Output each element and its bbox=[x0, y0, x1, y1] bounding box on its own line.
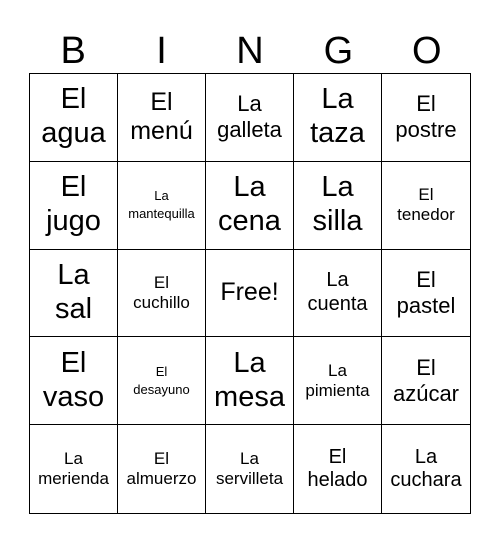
bingo-cell[interactable]: La servilleta bbox=[206, 425, 294, 513]
bingo-cell[interactable]: El azúcar bbox=[382, 337, 470, 425]
bingo-cell[interactable]: La taza bbox=[294, 74, 382, 162]
bingo-cell[interactable]: La mesa bbox=[206, 337, 294, 425]
bingo-cell[interactable]: La merienda bbox=[30, 425, 118, 513]
header-letter-g: G bbox=[323, 30, 354, 72]
header-letter-i: I bbox=[156, 30, 167, 72]
bingo-cell[interactable]: La sal bbox=[30, 250, 118, 338]
header-letter-n: N bbox=[236, 30, 264, 72]
bingo-cell[interactable]: El cuchillo bbox=[118, 250, 206, 338]
header-letter-o: O bbox=[411, 30, 442, 72]
bingo-cell[interactable]: El desayuno bbox=[118, 337, 206, 425]
bingo-cell[interactable]: El jugo bbox=[30, 162, 118, 250]
bingo-cell[interactable]: El pastel bbox=[382, 250, 470, 338]
bingo-cell[interactable]: La cuenta bbox=[294, 250, 382, 338]
bingo-header bbox=[29, 28, 471, 74]
bingo-grid bbox=[29, 73, 471, 514]
bingo-cell[interactable]: La silla bbox=[294, 162, 382, 250]
bingo-cell[interactable]: El almuerzo bbox=[118, 425, 206, 513]
header-letter-b: B bbox=[60, 30, 86, 72]
bingo-cell[interactable]: La cuchara bbox=[390, 445, 462, 492]
bingo-cell[interactable]: El menú bbox=[118, 74, 206, 162]
bingo-cell[interactable]: El vaso bbox=[30, 337, 118, 425]
bingo-cell[interactable]: La galleta bbox=[206, 74, 294, 162]
bingo-cell[interactable]: El agua bbox=[30, 74, 118, 162]
bingo-cell[interactable]: La pimienta bbox=[294, 337, 382, 425]
free-space-cell[interactable]: Free! bbox=[206, 250, 294, 338]
bingo-cell[interactable]: El tenedor bbox=[382, 162, 470, 250]
bingo-cell[interactable]: La cena bbox=[206, 162, 294, 250]
bingo-cell[interactable]: El helado bbox=[294, 425, 382, 513]
bingo-cell[interactable]: La mantequilla bbox=[118, 162, 206, 250]
bingo-cell[interactable]: El postre bbox=[382, 74, 470, 162]
